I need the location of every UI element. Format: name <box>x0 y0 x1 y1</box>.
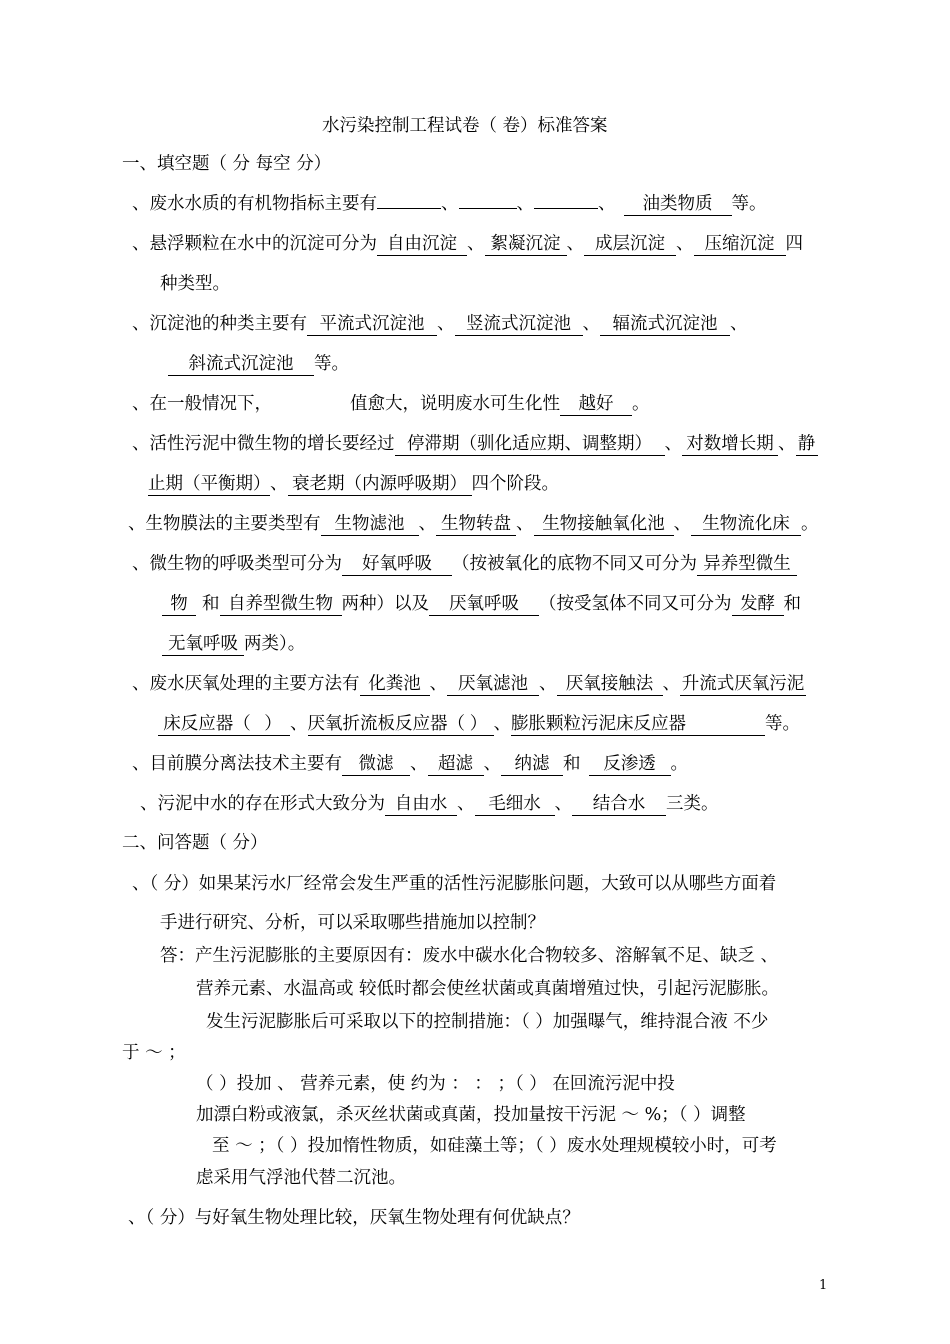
answer-blank: 无氧呼吸 <box>162 633 244 656</box>
essay-question-1-continued: 手进行研究、分析，可以采取哪些措施加以控制？ <box>160 913 545 933</box>
answer-blank: 油类物质 <box>624 193 732 216</box>
question-7-continued <box>162 632 305 656</box>
question-text: 、悬浮颗粒在水中的沉淀可分为 <box>132 234 377 254</box>
answer-blank: 生物接触氧化池 <box>534 513 674 536</box>
question-text: 两类）。 <box>244 634 306 654</box>
answer-text: 答：产生污泥膨胀的主要原因有：废水中碳水化合物较多、溶解氧不足、缺乏 、 <box>160 946 779 966</box>
question-10: 、污泥中水的存在形式大致分为 自由水 、 毛细水 、 结合水 三类。 <box>140 794 719 814</box>
question-2-continued: 种类型。 <box>160 274 230 294</box>
answer-blank: 厌氧接触法 <box>557 673 663 696</box>
question-text: 、目前膜分离法技术主要有 <box>132 754 342 774</box>
question-text: 、污泥中水的存在形式大致分为 <box>140 794 385 814</box>
answer-blank: 止期（平衡期） <box>148 474 271 494</box>
answer-blank <box>459 208 517 209</box>
answer-blank: 床反应器（ <box>158 713 256 736</box>
answer-blank: 生物转盘 <box>436 513 516 536</box>
question-3-continued <box>168 352 349 376</box>
answer-blank: 生物滤池 <box>321 513 419 536</box>
answer-blank: 平流式沉淀池 <box>307 313 437 336</box>
answer-blank: 物 <box>162 593 196 616</box>
question-7-continued <box>162 592 801 616</box>
answer-blank: 衰老期（内源呼吸期） <box>288 473 472 496</box>
section-heading: 一、填空题（ 分 每空 分） <box>122 154 332 174</box>
question-text: 等。 <box>765 714 800 734</box>
answer-blank: 发酵 <box>732 593 784 616</box>
question-text: 、废水水质的有机物指标主要有 <box>132 194 377 214</box>
answer-blank: 停滞期（驯化适应期、调整期） <box>395 433 665 456</box>
question-text: 、活性污泥中微生物的增长要经过 <box>132 434 395 454</box>
answer-blank: 对数增长期 <box>682 433 778 456</box>
answer-blank: 自养型微生物 <box>220 593 342 616</box>
answer-blank: 结合水 <box>572 793 666 816</box>
answer-text: （ ）投加 、 营养元素，使 约为 ： ： ；（ ） 在回流污泥中投 <box>196 1074 675 1094</box>
question-text: 。 <box>632 394 650 414</box>
question-text: 、沉淀池的种类主要有 <box>132 314 307 334</box>
answer-blank: 升流式厌氧污泥 <box>681 674 805 694</box>
answer-blank: 厌氧折流板反应器（ <box>307 714 465 734</box>
question-3: 、沉淀池的种类主要有 平流式沉淀池 、 竖流式沉淀池 、 辐流式沉淀池 、 <box>132 314 748 334</box>
question-7 <box>132 552 797 576</box>
page-number: 1 <box>819 1278 828 1293</box>
answer-text: 虑采用气浮池代替二沉池。 <box>196 1168 406 1188</box>
question-text: 和 <box>783 594 801 614</box>
answer-blank: 静 <box>796 433 818 456</box>
question-text: 和 <box>563 754 581 774</box>
answer-blank: 自由水 <box>385 793 457 816</box>
question-text: 等。 <box>314 354 349 374</box>
answer-blank: 好氧呼吸 <box>342 553 452 576</box>
question-text: 四 <box>785 234 803 254</box>
page-title: 水污染控制工程试卷（ 卷）标准答案 <box>322 116 608 136</box>
answer-blank <box>377 208 441 209</box>
question-8-continued: 床反应器（ ） 、厌氧折流板反应器（ ） 、膨胀颗粒污泥床反应器 等。 <box>158 712 800 736</box>
question-text: 四个阶段。 <box>471 474 559 494</box>
question-text: 。 <box>670 754 688 774</box>
question-6: 、生物膜法的主要类型有 生物滤池 、 生物转盘 、 生物接触氧化池 、 生物流化床 。 <box>128 514 819 534</box>
answer-blank: 微滤 <box>342 753 410 776</box>
essay-question-2: 、（ 分）与好氧生物处理比较，厌氧生物处理有何优缺点？ <box>128 1208 580 1228</box>
answer-blank: ） <box>464 713 494 736</box>
answer-blank: 辐流式沉淀池 <box>600 313 730 336</box>
answer-blank: 厌氧呼吸 <box>429 593 539 616</box>
answer-blank: 厌氧滤池 <box>447 673 539 696</box>
answer-blank: 竖流式沉淀池 <box>455 313 583 336</box>
answer-blank: 异养型微生 <box>697 553 797 576</box>
question-4 <box>132 392 650 416</box>
question-text: （按受氢体不同又可分为 <box>539 594 732 614</box>
question-text: 等。 <box>731 194 767 214</box>
answer-text: 加漂白粉或液氯，杀灭丝状菌或真菌，投加量按干污泥 ～ %；（ ）调整 <box>196 1105 746 1125</box>
answer-blank: 越好 <box>560 393 632 416</box>
answer-blank: 超滤 <box>428 753 484 776</box>
question-text: 值愈大，说明废水可生化性 <box>350 394 560 414</box>
section-heading: 二、问答题（ 分） <box>122 833 268 853</box>
answer-blank: 反渗透 <box>589 753 671 776</box>
question-text: 三类。 <box>666 794 719 814</box>
question-2: 、悬浮颗粒在水中的沉淀可分为 自由沉淀 、 絮凝沉淀 、 成层沉淀 、 压缩沉淀 四 <box>132 234 803 254</box>
answer-blank: 化粪池 <box>360 673 430 696</box>
answer-blank: 毛细水 <box>475 793 555 816</box>
question-5-continued: 止期（平衡期）、 衰老期（内源呼吸期） 四个阶段。 <box>148 474 559 494</box>
answer-blank: 膨胀颗粒污泥床反应器 <box>511 713 765 736</box>
essay-question-1: 、（ 分）如果某污水厂经常会发生严重的活性污泥膨胀问题，大致可以从哪些方面着 <box>132 874 777 894</box>
question-text: 、微生物的呼吸类型可分为 <box>132 554 342 574</box>
question-1: 、废水水质的有机物指标主要有 、 、 、 油类物质 等。 <box>132 194 767 214</box>
answer-text: 至 ～ ；（ ）投加惰性物质，如硅藻土等；（ ）废水处理规模较小时，可考 <box>212 1136 777 1156</box>
question-text: 、在一般情况下， <box>132 394 272 414</box>
answer-blank: 纳滤 <box>501 753 563 776</box>
question-text: 两种）以及 <box>341 594 429 614</box>
answer-blank: 压缩沉淀 <box>694 233 786 256</box>
answer-blank: 成层沉淀 <box>584 233 676 256</box>
question-text: （按被氧化的底物不同又可分为 <box>452 554 697 574</box>
answer-blank <box>534 208 598 209</box>
question-8: 、废水厌氧处理的主要方法有 化粪池 、 厌氧滤池 、 厌氧接触法 、 升流式厌氧污泥 <box>132 674 805 694</box>
answer-blank: 自由沉淀 <box>377 233 467 256</box>
answer-text: 营养元素、水温高或 较低时都会使丝状菌或真菌增殖过快，引起污泥膨胀。 <box>196 979 780 999</box>
answer-blank: 絮凝沉淀 <box>485 233 567 256</box>
answer-blank: ） <box>256 713 290 736</box>
answer-text: 发生污泥膨胀后可采取以下的控制措施：（ ）加强曝气，维持混合液 不少 <box>206 1012 769 1032</box>
answer-text: 于 ～ ； <box>122 1043 186 1063</box>
question-text: 、生物膜法的主要类型有 <box>128 514 321 534</box>
answer-blank: 生物流化床 <box>691 513 801 536</box>
question-text: 和 <box>202 594 220 614</box>
question-9: 、目前膜分离法技术主要有 微滤 、 超滤 、 纳滤 和 反渗透 。 <box>132 754 688 774</box>
answer-blank: 斜流式沉淀池 <box>168 353 314 376</box>
question-text: 、废水厌氧处理的主要方法有 <box>132 674 360 694</box>
question-5: 、活性污泥中微生物的增长要经过 停滞期（驯化适应期、调整期） 、 对数增长期 、 静 <box>132 432 818 456</box>
question-text: 。 <box>801 514 819 534</box>
